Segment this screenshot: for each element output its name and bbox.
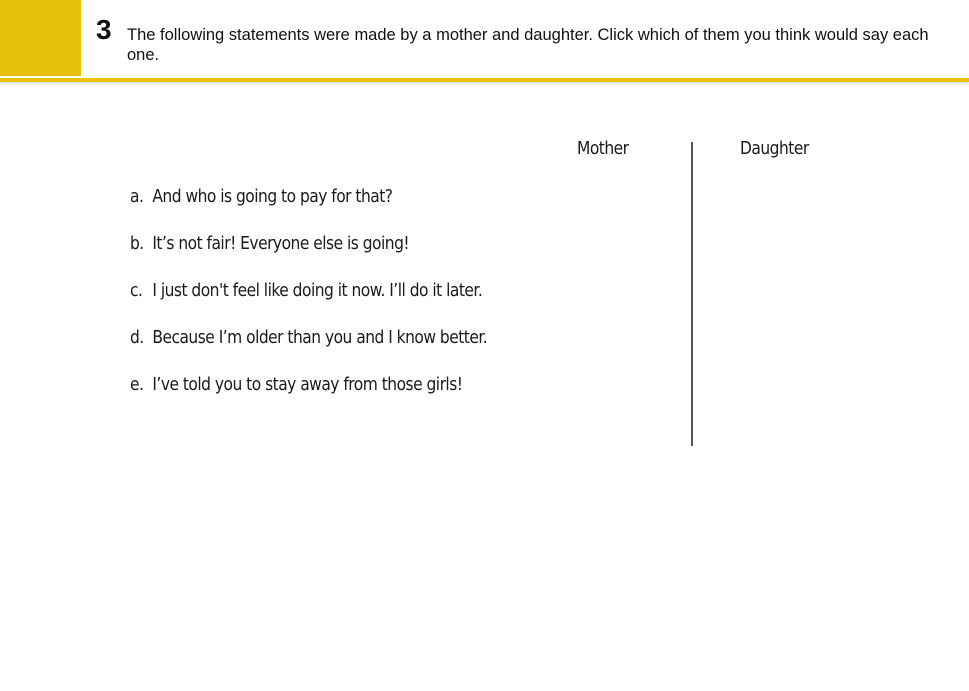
statement-letter: b. bbox=[130, 233, 144, 254]
header-accent-block bbox=[0, 0, 81, 76]
statement-list bbox=[130, 186, 545, 421]
statement-b[interactable] bbox=[130, 233, 487, 280]
statement-text: Because I’m older than you and I know better. bbox=[152, 327, 488, 348]
question-instructions: The following statements were made by a mother and daughter. Click which of them you think would say each one. bbox=[127, 26, 929, 64]
statement-d[interactable] bbox=[130, 327, 487, 374]
statement-text: It’s not fair! Everyone else is going! bbox=[152, 233, 410, 254]
statement-letter: d. bbox=[130, 327, 144, 348]
statement-text: I’ve told you to stay away from those girls! bbox=[152, 374, 463, 395]
statement-letter: c. bbox=[130, 280, 143, 301]
statement-text: I just don't feel like doing it now. I’ll do it later. bbox=[152, 280, 483, 301]
column-header-mother: Mother bbox=[577, 138, 629, 159]
statement-letter: a. bbox=[130, 186, 144, 207]
header-divider bbox=[0, 78, 969, 82]
statement-e[interactable] bbox=[130, 374, 487, 421]
statement-a[interactable] bbox=[130, 186, 487, 233]
statement-letter: e. bbox=[130, 374, 144, 395]
statement-text: And who is going to pay for that? bbox=[152, 186, 393, 207]
statement-c[interactable] bbox=[130, 280, 487, 327]
column-divider bbox=[691, 142, 693, 446]
column-header-daughter: Daughter bbox=[740, 138, 809, 159]
question-number: 3 bbox=[96, 14, 112, 45]
